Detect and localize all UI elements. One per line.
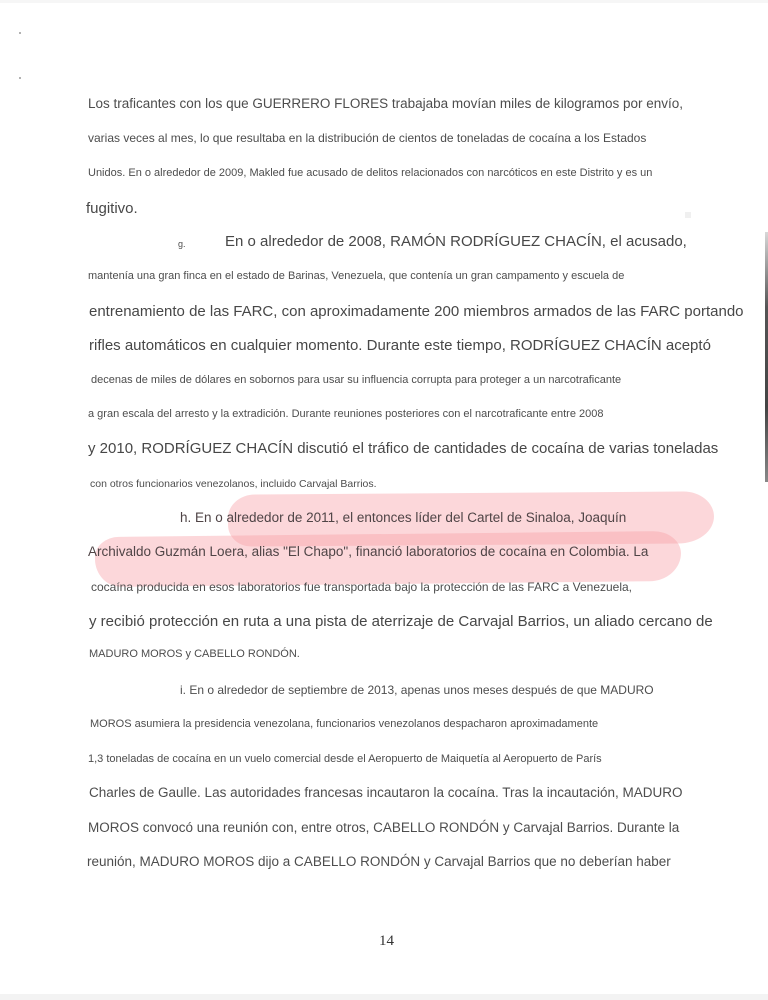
page-number: 14	[379, 933, 394, 949]
text-line: 1,3 toneladas de cocaína en un vuelo comercial desde el Aeropuerto de Maiquetía al Aeropuerto de París	[88, 753, 602, 765]
text-line: entrenamiento de las FARC, con aproximadamente 200 miembros armados de las FARC portando	[89, 303, 744, 320]
text-line: Los traficantes con los que GUERRERO FLORES trabajaba movían miles de kilogramos por envío,	[88, 96, 684, 111]
viewer-bottom-edge	[0, 994, 768, 1000]
text-line: cocaína producida en esos laboratorios fue transportada bajo la protección de las FARC a Venezuela,	[91, 580, 633, 594]
text-line: y recibió protección en ruta a una pista de aterrizaje de Carvajal Barrios, un aliado cercano de	[89, 613, 713, 630]
text-line: con otros funcionarios venezolanos, incluido Carvajal Barrios.	[90, 478, 377, 490]
scan-artifact	[19, 32, 21, 34]
text-line-highlighted: h. En o alrededor de 2011, el entonces líder del Cartel de Sinaloa, Joaquín	[180, 510, 627, 525]
scan-artifact	[685, 212, 691, 218]
text-line: MADURO MOROS y CABELLO RONDÓN.	[89, 648, 300, 660]
text-line: i. En o alrededor de septiembre de 2013, apenas unos meses después de que MADURO	[180, 683, 654, 697]
text-line: rifles automáticos en cualquier momento. Durante este tiempo, RODRÍGUEZ CHACÍN aceptó	[89, 337, 711, 354]
scan-artifact	[19, 77, 21, 79]
text-line: Charles de Gaulle. Las autoridades francesas incautaron la cocaína. Tras la incautación, MADURO	[89, 785, 683, 800]
paragraph-marker: g.	[178, 239, 186, 249]
text-line: a gran escala del arresto y la extradición. Durante reuniones posteriores con el narcotraficante entre 2008	[88, 408, 604, 420]
page-top-edge	[0, 0, 768, 3]
text-line: Unidos. En o alrededor de 2009, Makled fue acusado de delitos relacionados con narcóticos en este Distrito y es un	[88, 167, 653, 179]
text-line: reunión, MADURO MOROS dijo a CABELLO RONDÓN y Carvajal Barrios que no deberían haber	[87, 854, 671, 869]
text-line: fugitivo.	[86, 200, 138, 217]
text-line: decenas de miles de dólares en sobornos para usar su influencia corrupta para proteger a un narcotraficante	[91, 374, 622, 386]
text-line: varias veces al mes, lo que resultaba en la distribución de cientos de toneladas de cocaína a los Estados	[88, 131, 647, 145]
highlighter-stroke	[95, 531, 681, 587]
text-line: mantenía una gran finca en el estado de Barinas, Venezuela, que contenía un gran campamento y escuela de	[88, 270, 625, 282]
text-line: MOROS convocó una reunión con, entre otros, CABELLO RONDÓN y Carvajal Barrios. Durante la	[88, 820, 680, 835]
text-line: En o alrededor de 2008, RAMÓN RODRÍGUEZ CHACÍN, el acusado,	[225, 233, 687, 250]
text-line-highlighted: Archivaldo Guzmán Loera, alias "El Chapo", financió laboratorios de cocaína en Colombia. La	[88, 544, 649, 559]
text-line: MOROS asumiera la presidencia venezolana, funcionarios venezolanos despacharon aproximadamente	[90, 718, 599, 730]
text-line: y 2010, RODRÍGUEZ CHACÍN discutió el tráfico de cantidades de cocaína de varias toneladas	[88, 440, 719, 457]
